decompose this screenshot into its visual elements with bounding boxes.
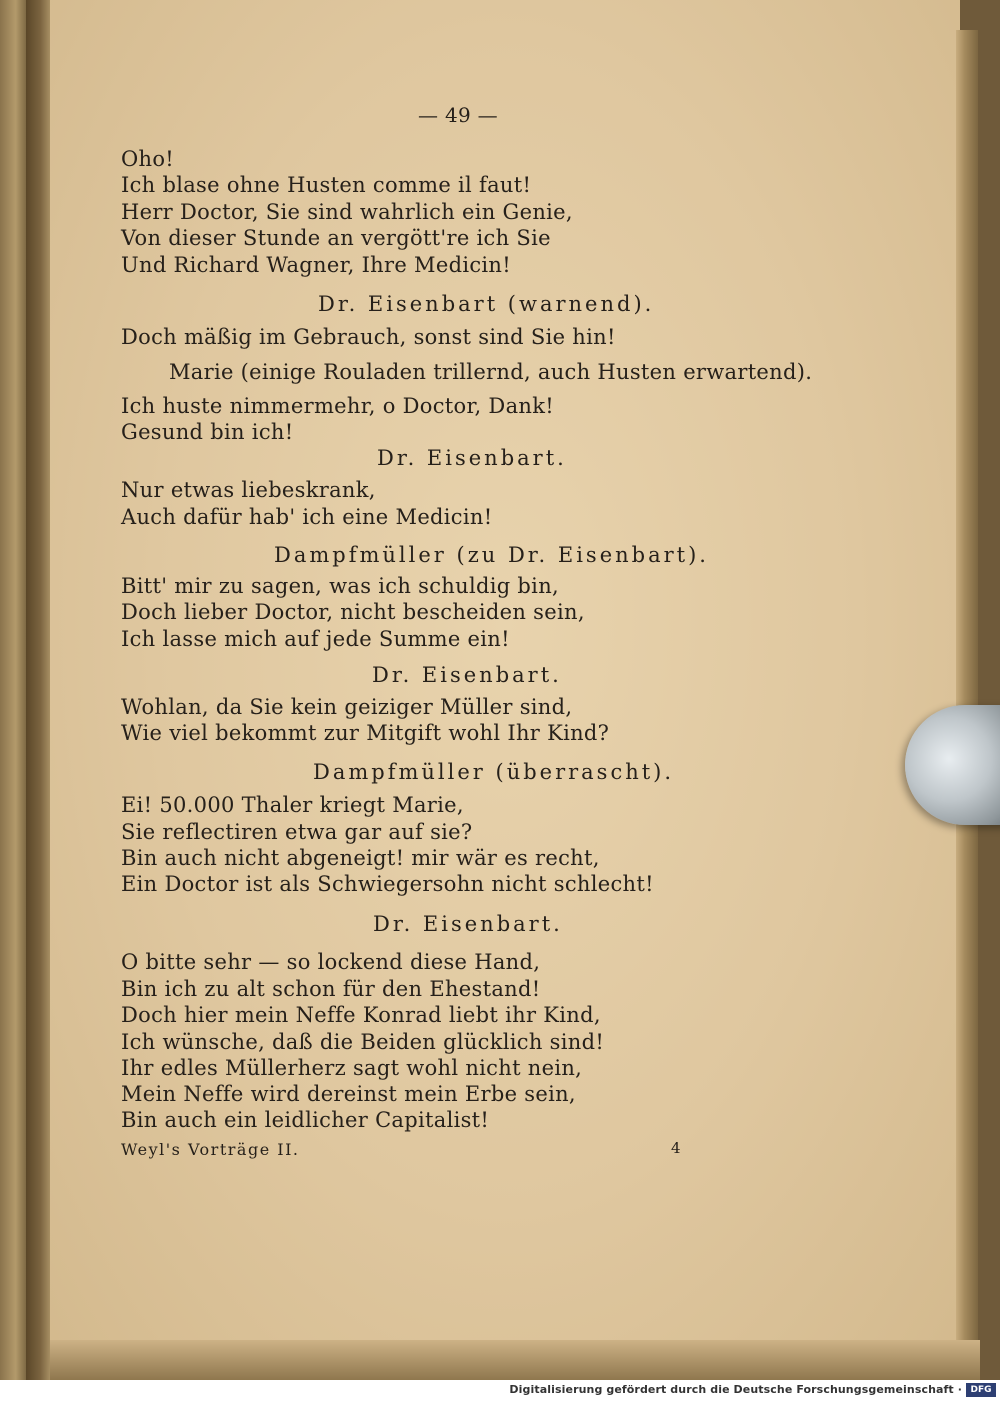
book-gutter [26, 0, 50, 1380]
verse-line: Bitt' mir zu sagen, was ich schuldig bin, [121, 574, 559, 598]
attribution-text: Digitalisierung gefördert durch die Deutsche Forschungsgemeinschaft · [509, 1383, 962, 1396]
speaker-heading: Marie (einige Rouladen trillernd, auch Husten erwartend). [169, 360, 813, 384]
footer-signature: Weyl's Vorträge II. [121, 1140, 300, 1159]
verse-line: Ich blase ohne Husten comme il faut! [121, 173, 532, 197]
verse-line: Von dieser Stunde an vergött're ich Sie [121, 226, 551, 250]
speaker-heading: Dr. Eisenbart. [377, 446, 567, 470]
verse-line: Wohlan, da Sie kein geiziger Müller sind, [121, 695, 573, 719]
verse-line: Bin auch nicht abgeneigt! mir wär es recht, [121, 846, 600, 870]
verse-line: Ihr edles Müllerherz sagt wohl nicht nein, [121, 1056, 583, 1080]
page-edge-right [956, 30, 978, 1350]
book-edge-left [0, 0, 26, 1380]
speaker-heading: Dr. Eisenbart. [373, 912, 563, 936]
verse-line: Und Richard Wagner, Ihre Medicin! [121, 253, 511, 277]
page-number: — 49 — [418, 103, 498, 127]
verse-line: Ich huste nimmermehr, o Doctor, Dank! [121, 394, 554, 418]
verse-line: Ei! 50.000 Thaler kriegt Marie, [121, 793, 464, 817]
verse-line: Auch dafür hab' ich eine Medicin! [121, 505, 493, 529]
page-edge-bottom [50, 1340, 980, 1380]
verse-line: Bin auch ein leidlicher Capitalist! [121, 1108, 490, 1132]
verse-line: Doch lieber Doctor, nicht bescheiden sein, [121, 600, 585, 624]
verse-line: O bitte sehr — so lockend diese Hand, [121, 950, 541, 974]
attribution-bar [0, 1380, 1000, 1401]
verse-line: Mein Neffe wird dereinst mein Erbe sein, [121, 1082, 576, 1106]
verse-line: Doch hier mein Neffe Konrad liebt ihr Kind, [121, 1003, 601, 1027]
speaker-heading: Dampfmüller (überrascht). [313, 760, 675, 784]
verse-line: Ich lasse mich auf jede Summe ein! [121, 627, 510, 651]
speaker-heading: Dr. Eisenbart (warnend). [318, 292, 655, 316]
verse-line: Ich wünsche, daß die Beiden glücklich sind! [121, 1030, 605, 1054]
verse-line: Sie reflectiren etwa gar auf sie? [121, 820, 473, 844]
verse-line: Gesund bin ich! [121, 420, 294, 444]
verse-line: Bin ich zu alt schon für den Ehestand! [121, 977, 541, 1001]
verse-line: Doch mäßig im Gebrauch, sonst sind Sie hin! [121, 325, 616, 349]
verse-line: Herr Doctor, Sie sind wahrlich ein Genie, [121, 200, 573, 224]
footer-signature-number: 4 [671, 1139, 681, 1157]
verse-line: Nur etwas liebeskrank, [121, 478, 376, 502]
verse-line: Wie viel bekommt zur Mitgift wohl Ihr Kind? [121, 721, 610, 745]
speaker-heading: Dr. Eisenbart. [372, 663, 562, 687]
dfg-logo: DFG [966, 1383, 996, 1397]
verse-line: Ein Doctor ist als Schwiegersohn nicht schlecht! [121, 872, 654, 896]
speaker-heading: Dampfmüller (zu Dr. Eisenbart). [274, 543, 709, 567]
verse-line: Oho! [121, 147, 175, 171]
